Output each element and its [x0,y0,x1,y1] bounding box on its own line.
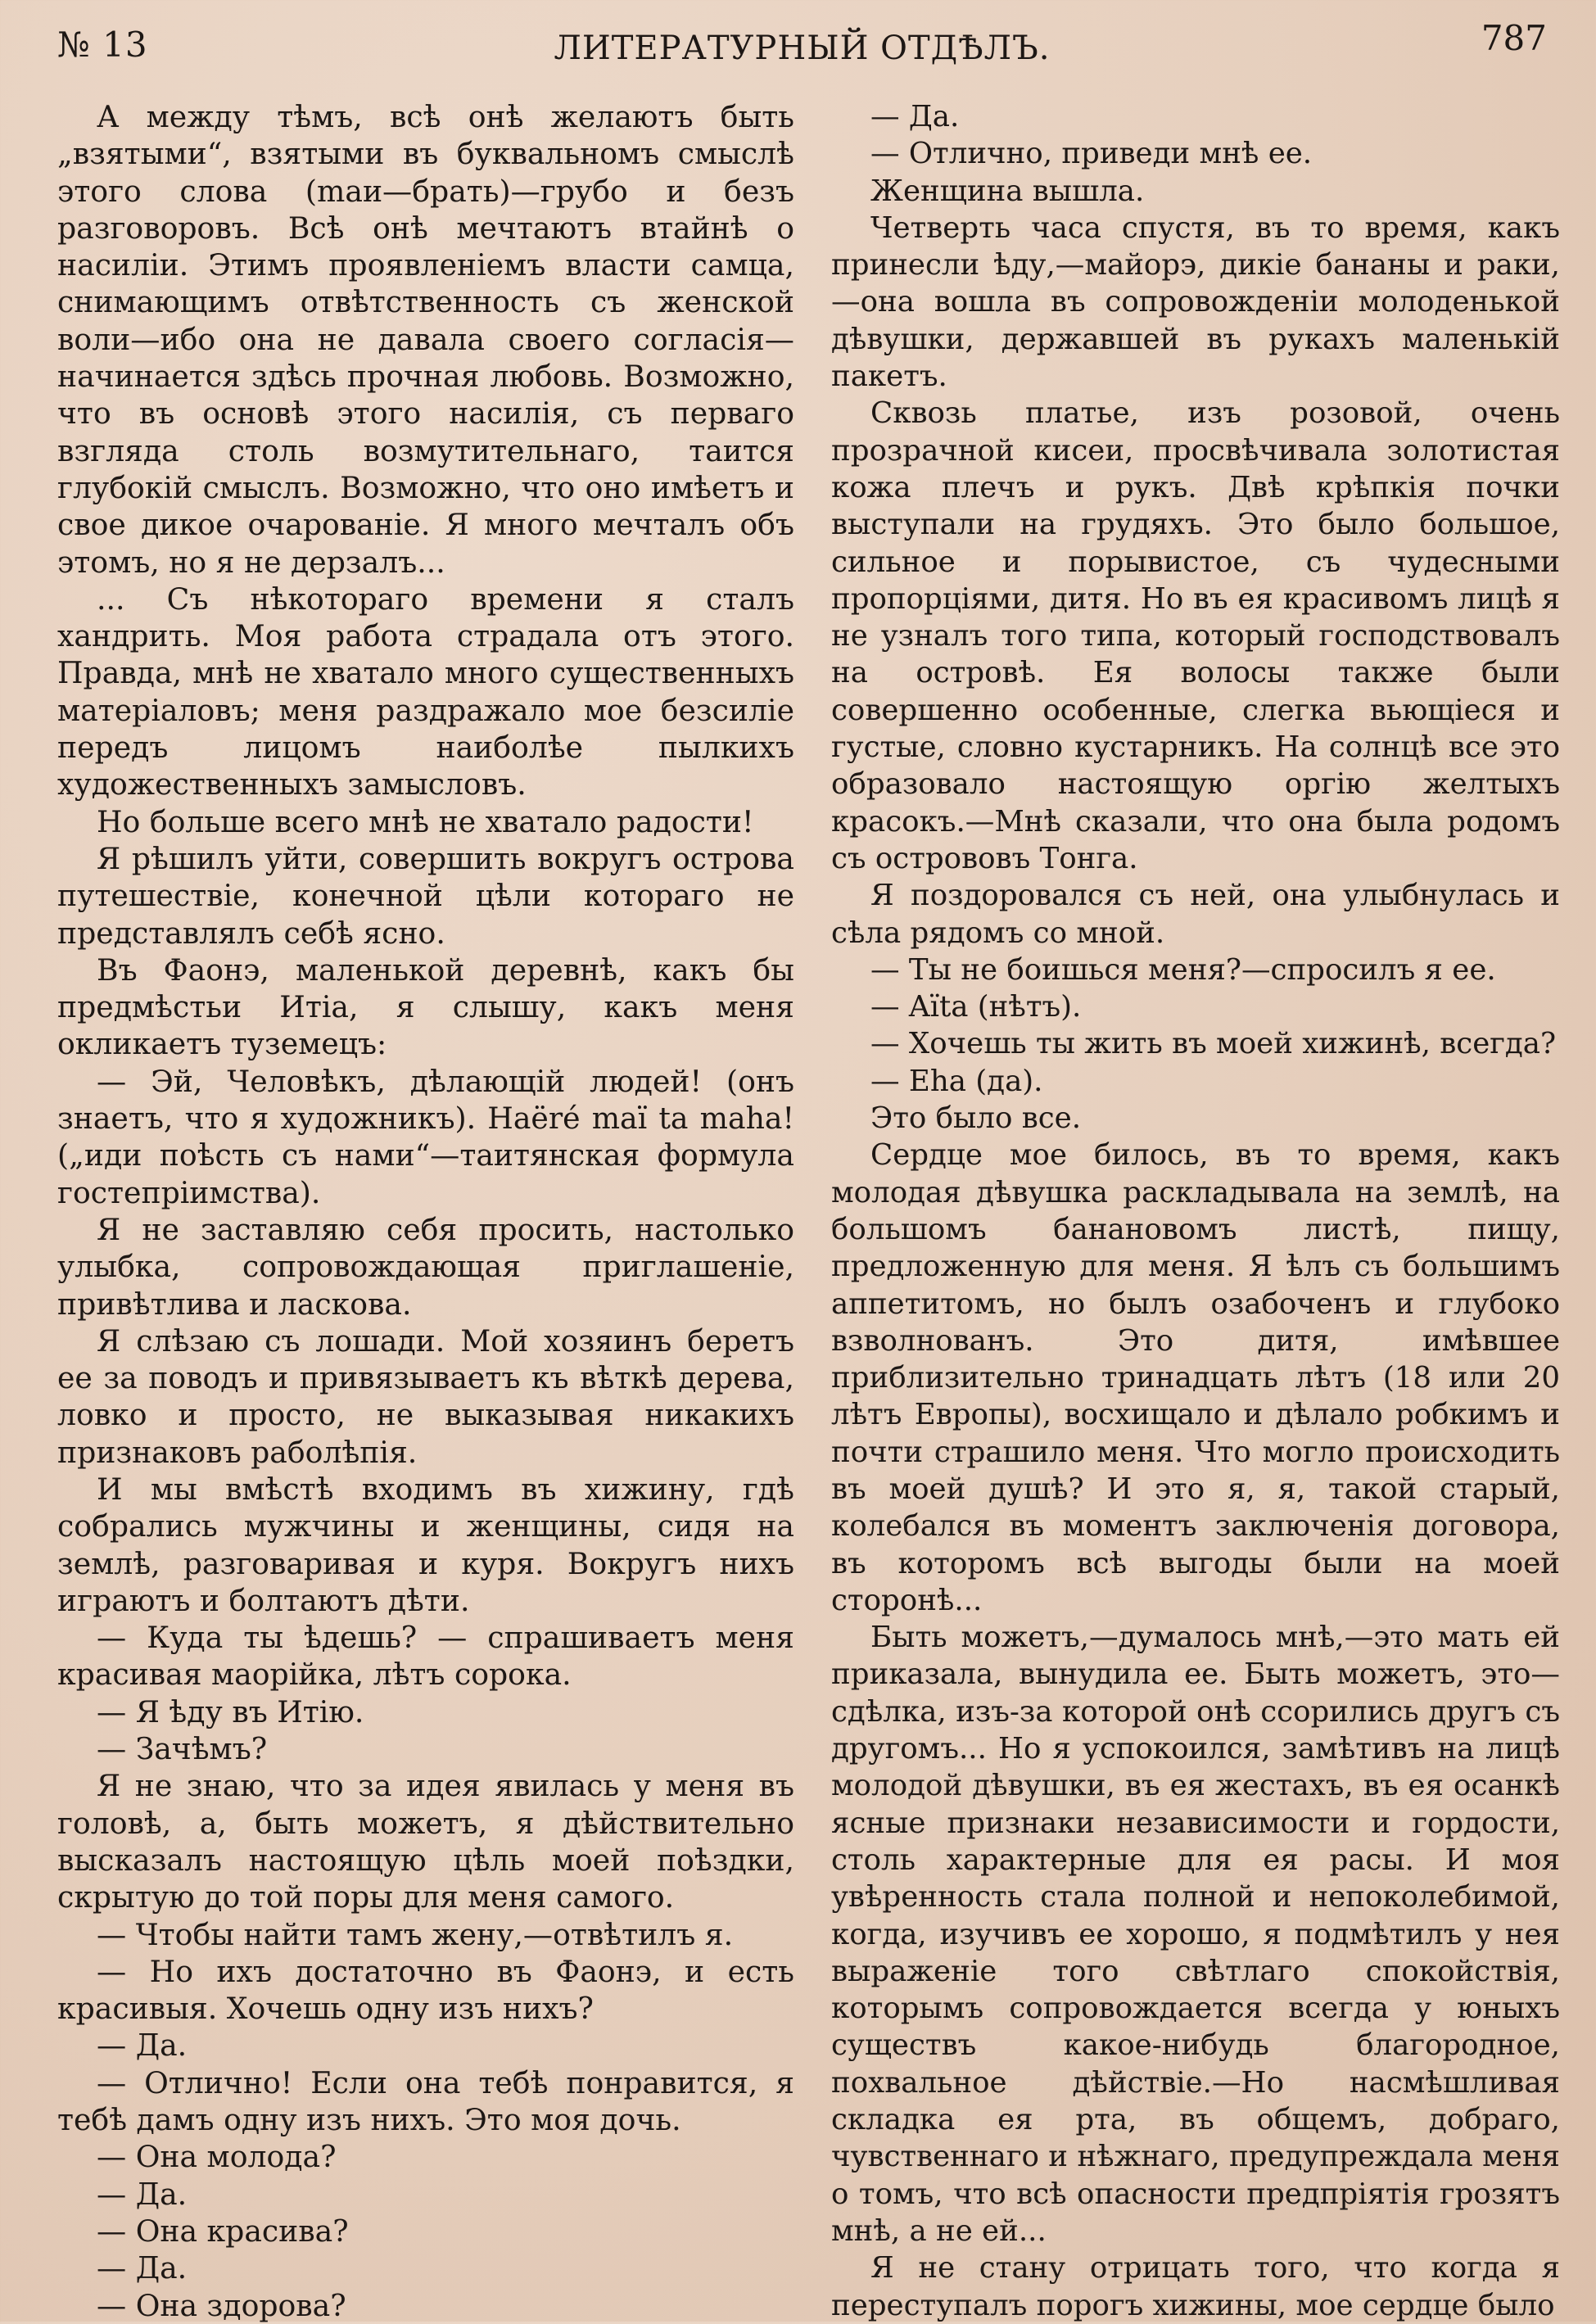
dialogue-line: — Но ихъ достаточно въ Фаонэ, и есть красивыя. Хочешь одну изъ нихъ? [57,1953,794,2027]
paragraph: Я поздоровался съ ней, она улыбнулась и сѣла рядомъ со мной. [831,879,1560,950]
dialogue-line: — Да. [870,100,960,133]
dialogue-line: — Отлично! Если она тебѣ понравится, я тебѣ дамъ одну изъ нихъ. Это моя дочь. [57,2064,794,2138]
dialogue-line: — Да. [97,2028,188,2064]
dialogue-line: — Отлично, приведи мнѣ ее. [870,137,1313,171]
left-column [57,98,794,2324]
paragraph: Я не знаю, что за идея явилась у меня въ головѣ, а, быть можетъ, я дѣйствительно высказалъ настоящую цѣль моей поѣздки, скрытую до той поры для меня самого. [57,1768,794,1915]
right-column [831,98,1560,2324]
paragraph: Въ Фаонэ, маленькой деревнѣ, какъ бы предмѣстьи Итіа, я слышу, какъ меня окликаетъ туземецъ: [57,952,794,1062]
dialogue-line: — Aïta (нѣтъ). [870,990,1082,1024]
page-number: 787 [1481,18,1547,58]
dialogue-line: — Зачѣмъ? [97,1731,268,1767]
section-title: ЛИТЕРАТУРНЫЙ ОТДѢЛЪ. [554,29,1051,67]
dialogue-line: — Я ѣду въ Итію. [97,1693,364,1729]
issue-number: № 13 [57,25,148,65]
paragraph: Быть можетъ,—думалось мнѣ,—это мать ей приказала, вынудила ее. Быть можетъ, это—сдѣлка, изъ-за которой онѣ ссорились другъ съ другомъ... Но я успокоился, замѣтивъ на лицѣ молодой дѣвушки, въ ея жестахъ, въ ея осанкѣ ясные признаки независимости и гордости, столь характерные для ея расы. И моя увѣренность стала полной и непоколебимой, когда, изучивъ ее хорошо, я подмѣтилъ у нея выраженіе того свѣтлаго спокойствія, которымъ сопровождается всегда у юныхъ существъ какое-нибудь благородное, похвальное дѣйствіе.—Но насмѣшливая складка ея рта, въ общемъ, добраго, чувственнаго и нѣжнаго, предупреждала меня о томъ, что всѣ опасности предпріятія грозятъ мнѣ, а не ей... [831,1621,1560,2248]
dialogue-line: — Куда ты ѣдешь? — спрашиваетъ меня красивая маорійка, лѣтъ сорока. [57,1620,794,1693]
paragraph: Я не заставляю себя просить, настолько улыбка, сопровождающая приглашеніе, привѣтлива и ласкова. [57,1211,794,1322]
dialogue-line: — Да. [97,2176,188,2212]
paragraph: Это было все. [870,1101,1082,1136]
paragraph: Женщина вышла. [870,174,1145,208]
paragraph: Сквозь платье, изъ розовой, очень прозрачной кисеи, просвѣчивала золотистая кожа плечъ и рукъ. Двѣ крѣпкія почки выступали на грудяхъ. Это было большое, сильное и порывистое, съ чудесными пропорціями, дитя. Но въ ея красивомъ лицѣ я не узналъ того типа, который господствовалъ на островѣ. Ея волосы также были совершенно особенные, слегка вьющіеся и густые, словно кустарникъ. На солнцѣ все это образовало настоящую оргію желтыхъ красокъ.—Мнѣ сказали, что она была родомъ съ острововъ Тонга. [831,396,1560,875]
paragraph: И мы вмѣстѣ входимъ въ хижину, гдѣ собрались мужчины и женщины, сидя на землѣ, разговаривая и куря. Вокругъ нихъ играютъ и болтаютъ дѣти. [57,1471,794,1618]
paragraph: Я рѣшилъ уйти, совершить вокругъ острова путешествіе, конечной цѣли котораго не представлялъ себѣ ясно. [57,840,794,951]
paragraph: А между тѣмъ, всѣ онѣ желаютъ быть „взятыми“, взятыми въ буквальномъ смыслѣ этого слова (maи—брать)—грубо и безъ разговоровъ. Всѣ онѣ мечтаютъ втайнѣ о насиліи. Этимъ проявленіемъ власти самца, снимающимъ отвѣтственность съ женской воли—ибо она не давала своего согласія—начинается здѣсь прочная любовь. Возможно, что въ основѣ этого насилія, съ перваго взгляда столь возмутительнаго, таится глубокій смыслъ. Возможно, что оно имѣетъ и свое дикое очарованіе. Я много мечталъ объ этомъ, но я не дерзалъ... [57,99,794,580]
dialogue-line: — Чтобы найти тамъ жену,—отвѣтилъ я. [97,1916,734,1952]
dialogue-line: — Да. [97,2250,188,2286]
dialogue-line: — Она молода? [97,2139,337,2175]
paragraph: Я не стану отрицать того, что когда я переступалъ порогъ хижины, мое сердце было [831,2251,1560,2322]
paragraph: Но больше всего мнѣ не хватало радости! [97,803,754,839]
dialogue-line: — Eha (да). [870,1064,1043,1098]
paragraph: Четверть часа спустя, въ то время, какъ принесли ѣду,—майорэ, дикіе бананы и раки,—она вошла въ сопровожденіи молоденькой дѣвушки, державшей въ рукахъ маленькій пакетъ. [831,210,1560,394]
paragraph: Я слѣзаю съ лошади. Мой хозяинъ беретъ ее за поводъ и привязываетъ къ вѣткѣ дерева, ловко и просто, не выказывая никакихъ признаковъ раболѣпія. [57,1323,794,1470]
dialogue-line: — Хочешь ты жить въ моей хижинѣ, всегда? [870,1027,1557,1061]
paragraph: — Эй, Человѣкъ, дѣлающій людей! (онъ знаетъ, что я художникъ). Haёré maï ta maha! („иди поѣсть съ нами“—таитянская формула гостепріимства). [57,1063,794,1210]
dialogue-line: — Она красива? [97,2213,349,2249]
page-header [57,18,1547,84]
paragraph: ... Съ нѣкотораго времени я сталъ хандрить. Моя работа страдала отъ этого. Правда, мнѣ не хватало много существенныхъ матеріаловъ; меня раздражало мое безсиліе передъ лицомъ наиболѣе пылкихъ художественныхъ замысловъ. [57,581,794,803]
dialogue-line: — Она здорова? [97,2287,346,2323]
paragraph: Сердце мое билось, въ то время, какъ молодая дѣвушка раскладывала на землѣ, на большомъ банановомъ листѣ, пищу, предложенную для меня. Я ѣлъ съ большимъ аппетитомъ, но былъ озабоченъ и глубоко взволнованъ. Это дитя, имѣвшее приблизительно тринадцать лѣтъ (18 или 20 лѣтъ Европы), восхищало и дѣлало робкимъ и почти страшило меня. Что могло происходить въ моей душѣ? И это я, я, такой старый, колебался въ моментъ заключенія договора, въ которомъ всѣ выгоды были на моей сторонѣ... [831,1138,1560,1617]
dialogue-line: — Ты не боишься меня?—спросилъ я ее. [870,952,1496,987]
